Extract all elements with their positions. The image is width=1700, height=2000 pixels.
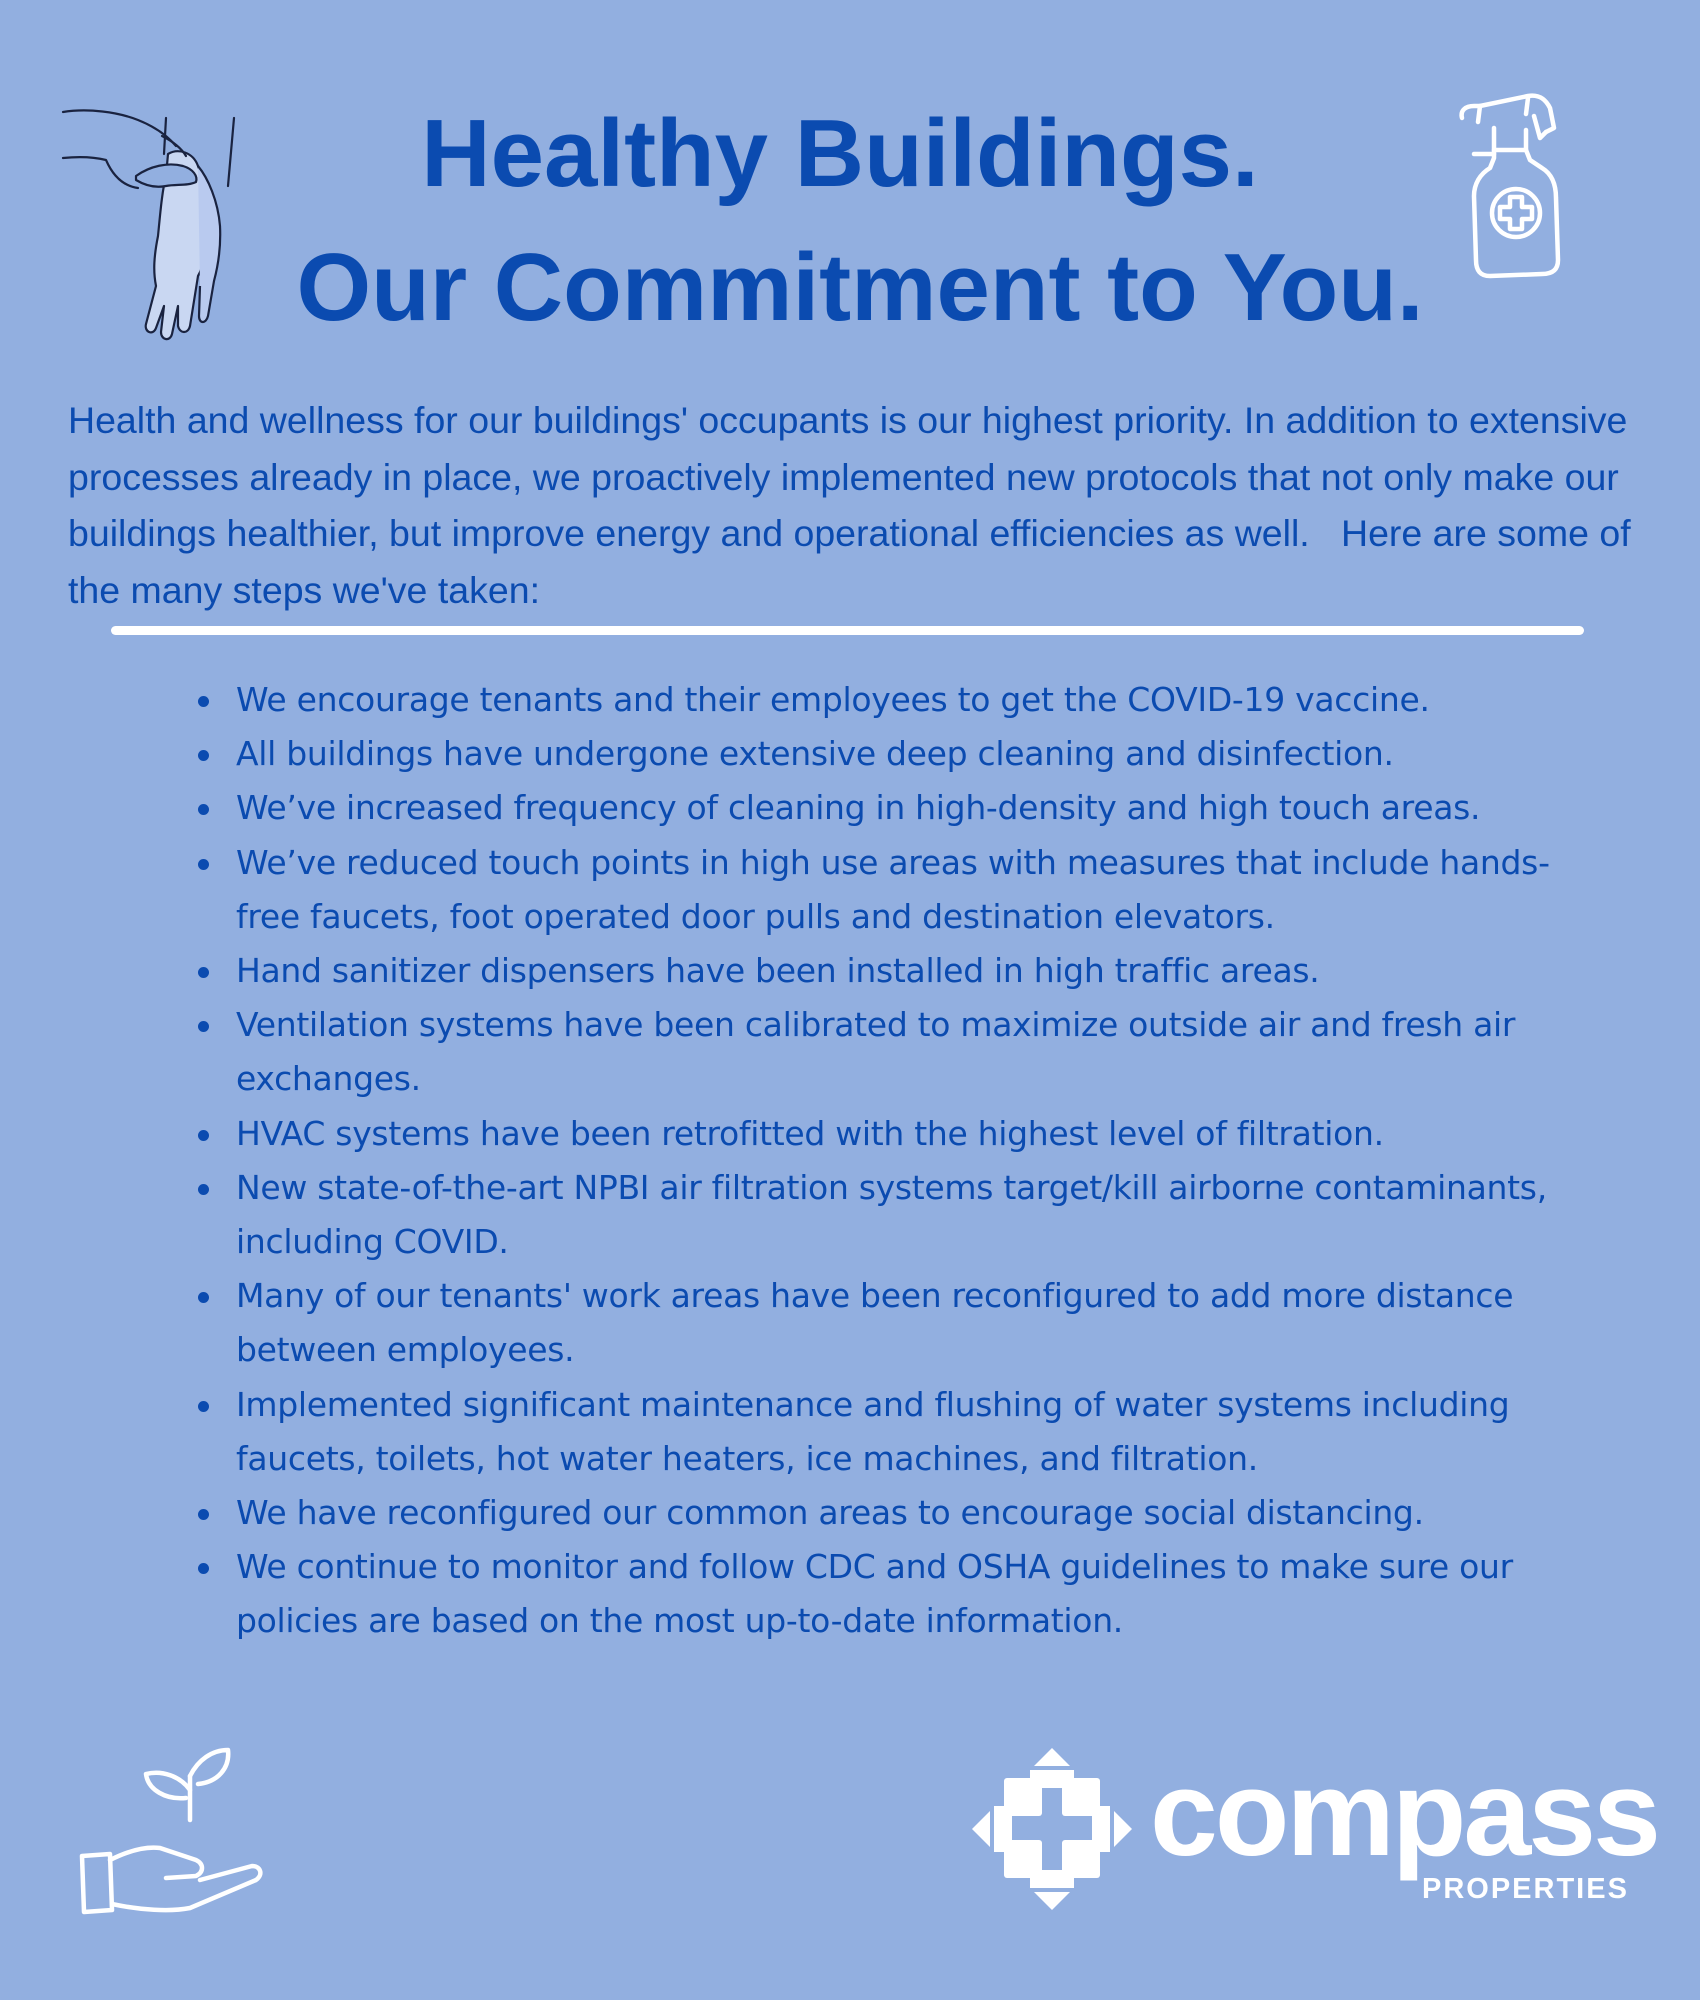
list-item: Implemented significant maintenance and flushing of water systems including faucets, toilets, hot water heaters, ice machines, and filtration.	[236, 1378, 1576, 1486]
list-item: Ventilation systems have been calibrated to maximize outside air and fresh air exchanges.	[236, 998, 1576, 1106]
compass-logo-mark	[972, 1748, 1132, 1910]
steps-list	[236, 673, 1576, 1649]
page-title-line-1: Healthy Buildings.	[421, 100, 1259, 207]
list-item: Many of our tenants' work areas have been reconfigured to add more distance between employees.	[236, 1269, 1576, 1377]
list-item: We encourage tenants and their employees to get the COVID-19 vaccine.	[236, 673, 1576, 727]
page-title-line-2: Our Commitment to You.	[296, 234, 1424, 341]
list-item: We’ve increased frequency of cleaning in high-density and high touch areas.	[236, 781, 1576, 835]
list-item: We continue to monitor and follow CDC and OSHA guidelines to make sure our policies are based on the most up-to-date information.	[236, 1540, 1576, 1648]
list-item: HVAC systems have been retrofitted with the highest level of filtration.	[236, 1107, 1576, 1161]
brand-subtitle: PROPERTIES	[1422, 1873, 1629, 1905]
intro-paragraph: Health and wellness for our buildings' occupants is our highest priority. In addition to extensive processes already in place, we proactively implemented new protocols that not only make our buildings healthier, but improve energy and operational efficiencies as well. Here are some of the many steps we've taken:	[68, 399, 1642, 611]
list-item: New state-of-the-art NPBI air filtration systems target/kill airborne contaminants, including COVID.	[236, 1161, 1576, 1269]
list-item: We’ve reduced touch points in high use areas with measures that include hands-free faucets, foot operated door pulls and destination elevators.	[236, 836, 1576, 944]
list-item: We have reconfigured our common areas to encourage social distancing.	[236, 1486, 1576, 1540]
brand-name: compass	[1150, 1745, 1658, 1881]
list-item: Hand sanitizer dispensers have been installed in high traffic areas.	[236, 944, 1576, 998]
section-divider	[111, 626, 1584, 635]
hand-with-sprout-icon	[70, 1720, 270, 1920]
list-item: All buildings have undergone extensive deep cleaning and disinfection.	[236, 727, 1576, 781]
